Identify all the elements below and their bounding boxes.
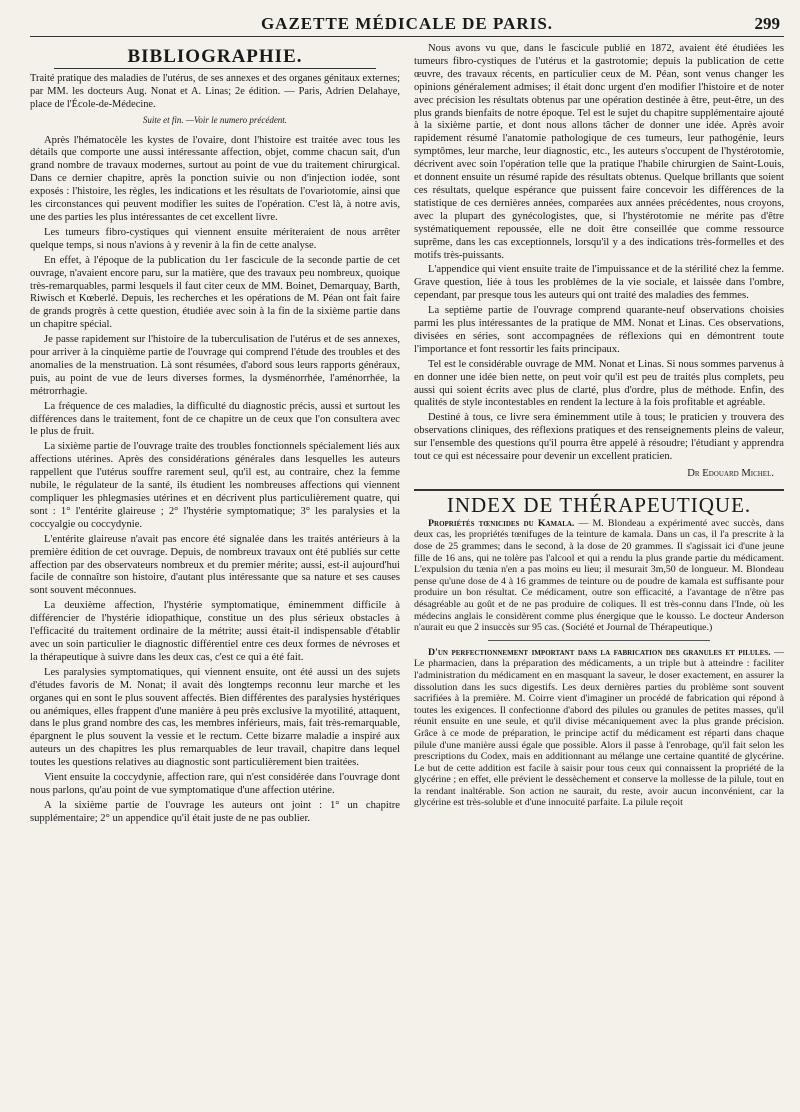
page-number: 299 [754,14,780,33]
index-section [414,489,784,809]
paragraph: L'appendice qui vient ensuite traite de l'impuissance et de la stérilité chez la femme. Grave question, liée à tous les problèmes de la vie sociale, et laissée dans l'ombre, cependant, par presque tous les auteurs qui ont traité des maladies des femmes. [414,264,784,302]
index-item-kamala [414,518,784,634]
title-rule [54,68,376,69]
author-signature: Dr Edouard Michel. [687,468,774,479]
paragraph: L'entérite glaireuse n'avait pas encore été signalée dans les traités antérieurs à la première édition de cet ouvrage. Depuis, de nombreux travaux ont été publiés sur cette affection par des observateurs nombreux et du premier mérite; aussi, est-il aujourd'hui facile de connaître son histoire, d'autant plus intéressante que sa nature et ses causes sont souvent méconnues. [30,533,400,597]
right-column [414,43,784,828]
section-title-bibliographie: BIBLIOGRAPHIE. [127,46,303,67]
book-reference: Traité pratique des maladies de l'utérus, de ses annexes et des organes génitaux externes; par MM. les docteurs Aug. Nonat et A. Linas; 2e édition. — Paris, Adrien Delahaye, place de l'École-de-Médecine. [30,72,400,110]
paragraph: A la sixième partie de l'ouvrage les auteurs ont joint : 1° un chapitre supplémentaire; 2° un appendice qu'il était juste de ne pas oublier. [30,799,400,824]
paragraph: La septième partie de l'ouvrage comprend quarante-neuf observations choisies parmi les plus intéressantes de la pratique de MM. Nonat et Linas. Ces observations, divisées en séries, sont accompagnées de réflexions qui en démontrent toute l'importance et font ressortir les faits principaux. [414,305,784,355]
paragraph: La sixième partie de l'ouvrage traite des troubles fonctionnels spécialement liés aux affections utérines. Après des considérations générales dans lesquelles les auteurs rappellent que l'utérus souffre rarement seul, qu'il est, au contraire, chez la femme nubile, le régulateur de la santé, ils étudient les nombreuses affections qui viennent compliquer les phlegmasies utérines et en décrivent plus particulièrement quatre, qui sont : 1° l'entérite glaireuse ; 2° l'hystérie symptomatique; 3° les paralysies et la coccyalgie ou coccydynie. [30,441,400,530]
index-item-pilules-head: D'un perfectionnement important dans la fabrication des granules et pilules. [428,646,771,658]
right-paragraphs [414,43,784,464]
index-item-pilules [414,647,784,809]
paragraph: Les tumeurs fibro-cystiques qui viennent ensuite mériteraient de nous arrêter quelque temps, si nous n'avions à y revenir à la fin de cette analyse. [30,226,400,251]
paragraph: La deuxième affection, l'hystérie symptomatique, éminemment difficile à différencier de l'hystérie idiopathique, constitue un des plus sérieux obstacles à l'efficacité du traitement ordinaire de la métrite; aussi était-il indispensable d'établir avec un soin particulier le diagnostic différentiel entre ces deux formes de névroses et la thérapeutique à suivre dans les deux cas, c'est ce qui a été fait. [30,600,400,663]
masthead [30,10,784,37]
continuation-note: Suite et fin. —Voir le numero précédent. [142,114,288,125]
paragraph: Nous avons vu que, dans le fascicule publié en 1872, avaient été étudiées les tumeurs fibro-cystiques de l'utérus et la gastrotomie; depuis la publication de cette œuvre, des travaux récents, en particulier ceux de M. Péan, sont venus changer les opinions généralement admises; il était donc urgent d'en modifier l'histoire et de noter avec précision les résultats obtenus par une opération destinée à être, peut-être, un des plus grands bienfaits de notre époque. Tel est le sujet du chapitre supplémentaire ajouté à la sixième partie, et dont nous allons tâcher de donner une idée. Après avoir rapidement résumé l'anatomie pathologique de ces tumeurs, leur pathogénie, leurs symptômes, leur marche, leur diagnostic, etc., les auteurs s'occupent de l'hystérotomie, décrivent avec soin l'opération telle que la pratique l'habile chirurgien de Saint-Louis, et donnent ensuite un résumé rapide des résultats obtenus. Quelque brillants que soient ces résultats, quelque espérance que puissent faire concevoir les différences de la statistique de ces dernières années, comparées aux années précédentes, nous croyons, avec la plupart des gynécologistes, que, si l'hystérotomie ne mérite pas d'être systématiquement repoussée, elle ne doit être conseillée que comme ressource suprême, dans les cas exceptionnels, lorsqu'il y a des indications très-formelles et des motifs très-puissants. [414,43,784,261]
index-item-pilules-body: — Le pharmacien, dans la préparation des médicaments, a un triple but à atteindre : faciliter l'administration du médicament en en masquant la saveur, le doser exactement, en assurer la dissolution dans les sucs digestifs. Les deux dernières parties du problème sont souvent sacrifiées à la première. M. Coirre vient d'imaginer un procédé de fabrication qui répond à toutes les exigences. Il confectionne d'abord des pilules ou granules de petites masses, qu'il réunit ensuite en une seule, et qu'il divise mécaniquement avec la plus grande précision. Grâce à ce mode de préparation, le principe actif du médicament est réparti dans chaque pilule d'une manière aussi égale que possible. Alors il passe à l'enrobage, qu'il fait selon les prescriptions du Codex, mais en additionnant au mélange une certaine quantité de glycérine. Le but de cette addition est facile à saisir pour tous ceux qui connaissent la propriété de la glycérine ; en effet, elle prévient le dessèchement et conserve la mollesse de la pilule, tout en la rendant inaltérable. Son action ne saurait, du reste, avoir aucun inconvénient, car la glycérine est très-soluble et d'une innocuité parfaite. La pilule reçoit [414,646,784,809]
paragraph: La fréquence de ces maladies, la difficulté du diagnostic précis, aussi et surtout les différences dans le traitement, font de ce chapitre un de ceux que l'on consultera avec le plus de fruit. [30,400,400,438]
paragraph: Après l'hématocèle les kystes de l'ovaire, dont l'histoire est traitée avec tous les détails que comporte une aussi intéressante affection, objet, comme chacun sait, d'un grand nombre de travaux modernes, surtout au point de vue du traitement chirurgical. Dans ce dernier chapitre, après la ponction suivie ou non d'injection iodée, sont exposés : l'histoire, les règles, les indications et les résultats de l'ovariotomie, ainsi que les circonstances qui peuvent modifier les suites de l'opération. C'est là, à notre avis, une des parties les plus intéressantes de cet excellent livre. [30,134,400,223]
paragraph: Vient ensuite la coccydynie, affection rare, qui n'est considérée dans l'ouvrage dont nous parlons, qu'au point de vue symptomatique d'une affection utérine. [30,772,400,796]
paragraph: Les paralysies symptomatiques, qui viennent ensuite, ont été aussi un des sujets d'études favoris de M. Nonat; il avait dès longtemps reconnu leur marche et les organes qui en sont le plus souvent affectés. Bien différentes des paralysies hystériques ou anémiques, elles frappent d'une manière à peu près exclusive la myotilité, attaquent, dans le plus grand nombre des cas, les membres inférieurs, mais, fait très-remarquable, épargnent le plus souvent la vessie et le rectum. Cette bizarre maladie a inspiré aux auteurs un des chapitres les plus remarquables de leur travail, chapitre dans lequel toutes les questions relatives au diagnostic sont particulièrement bien traitées. [30,666,400,769]
left-column [30,43,400,828]
article-columns [30,43,784,828]
journal-title: GAZETTE MÉDICALE DE PARIS. [260,14,554,33]
section-title-index: INDEX DE THÉRAPEUTIQUE. [446,492,752,517]
paragraph: En effet, à l'époque de la publication du 1er fascicule de la seconde partie de cet ouvrage, n'avaient encore paru, sur la matière, que des travaux peu nombreux, quoique très-remarquables, parmi lesquels il faut citer ceux de MM. Boinet, Demarquay, Barth, Riwisch et Kœberlé. Depuis, les recherches et les opérations de M. Péan ont fait faire de grands progrès à cette question, étudiée avec soin à la fin de la sixième partie dans un chapitre spécial. [30,254,400,331]
paragraph: Tel est le considérable ouvrage de MM. Nonat et Linas. Si nous sommes parvenus à en donner une idée bien nette, on peut voir qu'il est peu de traités plus complets, peu aussi qui soient écrits avec plus de clarté, plus d'ordre, plus de méthode. Enfin, des qualités de style incontestables en rendent la lecture à la fois profitable et agréable. [414,358,784,409]
paragraph: Destiné à tous, ce livre sera éminemment utile à tous; le praticien y trouvera des observations cliniques, des réflexions pratiques et des renseignements pleins de valeur, sur l'ensemble des questions qu'il pourra être appelé à résoudre; l'étudiant y apprendra tout ce qui est nécessaire pour devenir un excellent praticien. [414,412,784,463]
item-separator [488,640,710,641]
index-item-kamala-body: — M. Blondeau a expérimenté avec succès, dans deux cas, les propriétés tœnifuges de la teinture de kamala. Dans un cas, il l'a prescrite à la dose de 25 grammes; dans le second, à la dose de 20 grammes. Il s'agissait ici d'une jeune fille de 16 ans, qui ne tolère pas l'alcool et qui a rendu la plus grande partie du médicament. L'expulsion du tænia n'en a pas moins eu lieu; il mesurait 3m,50 de longueur. M. Blondeau pense qu'une dose de 4 à 16 grammes de teinture ou de poudre de kamala est suffisante pour produire un bon résultat. Ce médicament, outre son efficacité, a l'avantage de n'être pas désagréable au goût et de ne pas produire de coliques. Il est très-connu dans l'Inde, où les médecins anglais le considèrent comme plus énergique que le kousso. Le docteur Anderson n'aurait eu que 2 insuccès sur 95 cas. (Société et Journal de Thérapeutique.) [414,517,784,634]
left-paragraphs [30,135,400,826]
index-item-kamala-head: Propriétés tœnicides du Kamala. [428,517,575,529]
paragraph: Je passe rapidement sur l'histoire de la tuberculisation de l'utérus et de ses annexes, pour arriver à la cinquième partie de l'ouvrage qui comprend l'étude des troubles et des anomalies de la menstruation. Là sont résumées, d'abord sous leurs rapports généraux, puis, au point de vue de leurs diverses formes, la dysménorrhée, l'aménorrhée, la métrorrhagie. [30,334,400,397]
